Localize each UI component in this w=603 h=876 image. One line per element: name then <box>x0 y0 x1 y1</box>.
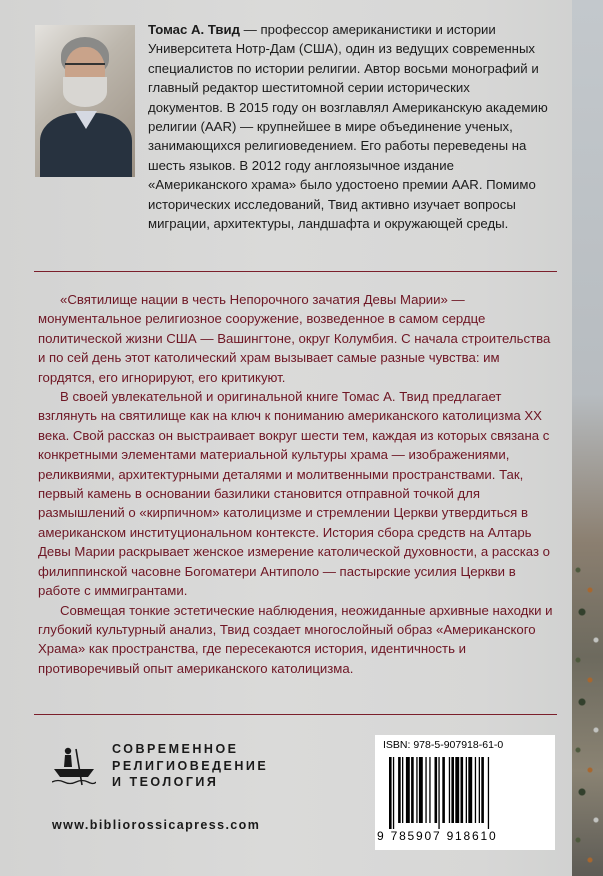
divider-top <box>34 271 557 272</box>
barcode-bar <box>461 757 464 823</box>
publisher-website[interactable]: www.bibliorossicapress.com <box>52 818 261 832</box>
barcode-bar <box>416 757 417 823</box>
series-title <box>112 741 312 791</box>
barcode-bar <box>488 757 489 829</box>
author-bio <box>148 20 548 233</box>
barcode-bar <box>449 757 450 823</box>
barcode-bar <box>398 757 401 823</box>
barcode-bar <box>411 757 414 823</box>
barcode-bars <box>389 757 549 829</box>
barcode-bar <box>451 757 454 823</box>
author-name: Томас А. Твид <box>148 22 241 37</box>
barcode-bar <box>419 757 423 823</box>
isbn-label: ISBN: 978-5-907918-61-0 <box>383 739 504 751</box>
book-annotation <box>38 290 554 678</box>
barcode-bar <box>455 757 459 823</box>
series-title-line-1: СОВРЕМЕННОЕ <box>112 742 239 756</box>
barcode-bar <box>479 757 480 823</box>
barcode-bar <box>442 757 445 823</box>
barcode-digits: 9 785907 918610 <box>377 829 498 843</box>
barcode-bar <box>393 757 394 829</box>
annotation-paragraph-1: «Святилище нации в честь Непорочного зачатия Девы Марии» — монументальное религиозное сооружение, возведенное в самом сердце политической жизни США — Вашингтоне, округ Колумбия. С начала строительства и по сей день этот католический храм вызывает самые разные чувства: им гордятся, его игнорируют, его критикуют. <box>38 292 551 385</box>
barcode-bar <box>406 757 410 823</box>
barcode-bar <box>429 757 430 823</box>
barcode-bar <box>389 757 392 829</box>
series-title-line-3: И ТЕОЛОГИЯ <box>112 775 219 789</box>
author-photo <box>35 25 135 177</box>
barcode-bar <box>466 757 467 823</box>
barcode-box <box>375 735 555 850</box>
barcode-bar <box>438 757 439 829</box>
divider-bottom <box>34 714 557 715</box>
barcode-bar <box>468 757 472 823</box>
barcode-bar <box>402 757 403 823</box>
barcode-bar <box>481 757 484 823</box>
barcode-bar <box>435 757 438 823</box>
cover-edge-photo <box>572 0 603 876</box>
annotation-paragraph-2: В своей увлекательной и оригинальной книге Томас А. Твид предлагает взглянуть на святилище как на ключ к пониманию американского католицизма XX века. Свой рассказ он выстраивает вокруг шести тем, каждая из которых связана с конкретными элементами материальной культуры храма — изображениями, реликвиями, архитектурными деталями и молитвенными пространствами. Так, первый камень в основании базилики становится отправной точкой для размышлений о «кирпичном» католицизме и стремлении Церкви утвердиться в американском институциональном контексте. История сбора средств на Алтарь Девы Марии раскрывает женское измерение католической духовности, а рассказ о филиппинской часовне Богоматери Антиполо — пастырские усилия Церкви в работе с иммигрантами. <box>38 389 551 599</box>
barcode-bar <box>425 757 426 823</box>
barcode-bar <box>475 757 476 823</box>
boat-with-figure-icon <box>52 745 96 789</box>
annotation-paragraph-3: Совмещая тонкие эстетические наблюдения, неожиданные архивные находки и глубокий культурный анализ, Твид создает многослойный образ «Американского Храма» как пространства, где пересекаются история, идентичность и противоречивый опыт американского католицизма. <box>38 602 553 676</box>
author-bio-text: — профессор американистики и истории Университета Нотр-Дам (США), один из ведущих современных специалистов по истории религии. Автор восьми монографий и главный редактор шеститомной серии исторических документов. В 2015 году он возглавлял Американскую академию религии (AAR) — крупнейшее в мире объединение ученых, занимающихся религиоведением. Его работы переведены на шесть языков. В 2012 году англоязычное издание «Американского храма» было удостоено премии AAR. Помимо исторических исследований, Твид активно изучает вопросы миграции, архитектуры, ландшафта и окружающей среды. <box>148 22 548 232</box>
series-title-line-2: РЕЛИГИОВЕДЕНИЕ <box>112 758 269 773</box>
